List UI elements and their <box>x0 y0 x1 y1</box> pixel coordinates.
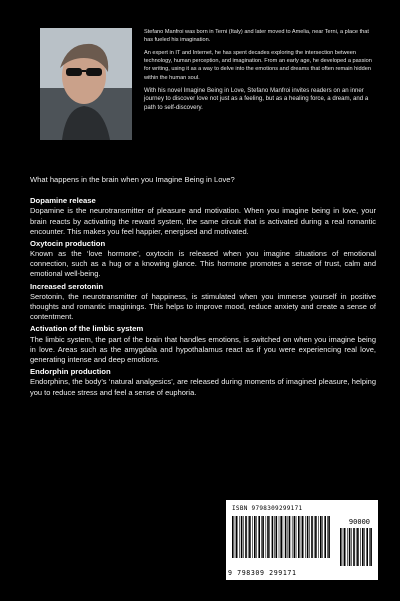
author-photo <box>40 28 132 140</box>
section-body: Dopamine is the neurotransmitter of pleasure and motivation. When you imagine being in love, your brain reacts by activating the reward system, the same circuit that is activated during a real romantic encounter. This makes you feel happier, energised and motivated. <box>30 206 376 236</box>
isbn-barcode <box>226 500 378 580</box>
brain-sections <box>30 196 376 400</box>
section-body: Endorphins, the body’s ‘natural analgesics’, are released during moments of imagined pleasure, helping you to reduce stress and feel a sense of euphoria. <box>30 377 376 397</box>
section-body: The limbic system, the part of the brain that handles emotions, is switched on when you imagine being in love. Areas such as the amygdala and hypothalamus react as if you were experiencing real love, generating intense and deep emotions. <box>30 334 376 364</box>
price-code: 90000 <box>348 518 370 526</box>
barcode-bars <box>232 516 332 566</box>
barcode-digits: 9 798309 299171 <box>228 569 297 577</box>
author-bio-paragraph: Stefano Manfroi was born in Terni (Italy) and later moved to Amelia, near Terni, a place that has fueled his imagination. <box>144 29 369 44</box>
isbn-label: ISBN 9798309299171 <box>232 505 303 512</box>
section-heading: Oxytocin production <box>30 238 106 248</box>
section-heading: Dopamine release <box>30 196 96 205</box>
section-body: Serotonin, the neurotransmitter of happiness, is stimulated when you immerse yourself in positive thoughts and romantic imaginings. This helps to improve mood, reduce anxiety and create a sense of contentment. <box>30 291 376 322</box>
author-bio-paragraph: With his novel Imagine Being in Love, Stefano Manfroi invites readers on an inner journey to discover love not just as a feeling, but as a healing force, a dream, and a path to self-discovery. <box>144 86 369 112</box>
author-bio <box>144 28 372 118</box>
section-heading: Increased serotonin <box>30 281 104 291</box>
section-heading: Activation of the limbic system <box>30 324 144 334</box>
author-bio-paragraph: An expert in IT and Internet, he has spent decades exploring the intersection between technology, human perception, and imagination. From an early age, he developed a passion for writing, using it as a way to delve into the emotions and dreams that often remain hidden within the human soul. <box>144 50 372 81</box>
section-body: Known as the ‘love hormone’, oxytocin is released when you imagine situations of emotional connection, such as a hug or a knowing glance. This hormone promotes a sense of trust, calm and emotional well-being. <box>30 249 376 279</box>
barcode-addon-bars <box>340 528 372 566</box>
section-heading: Endorphin production <box>30 367 111 377</box>
intro-question: What happens in the brain when you Imagine Being in Love? <box>30 175 235 184</box>
